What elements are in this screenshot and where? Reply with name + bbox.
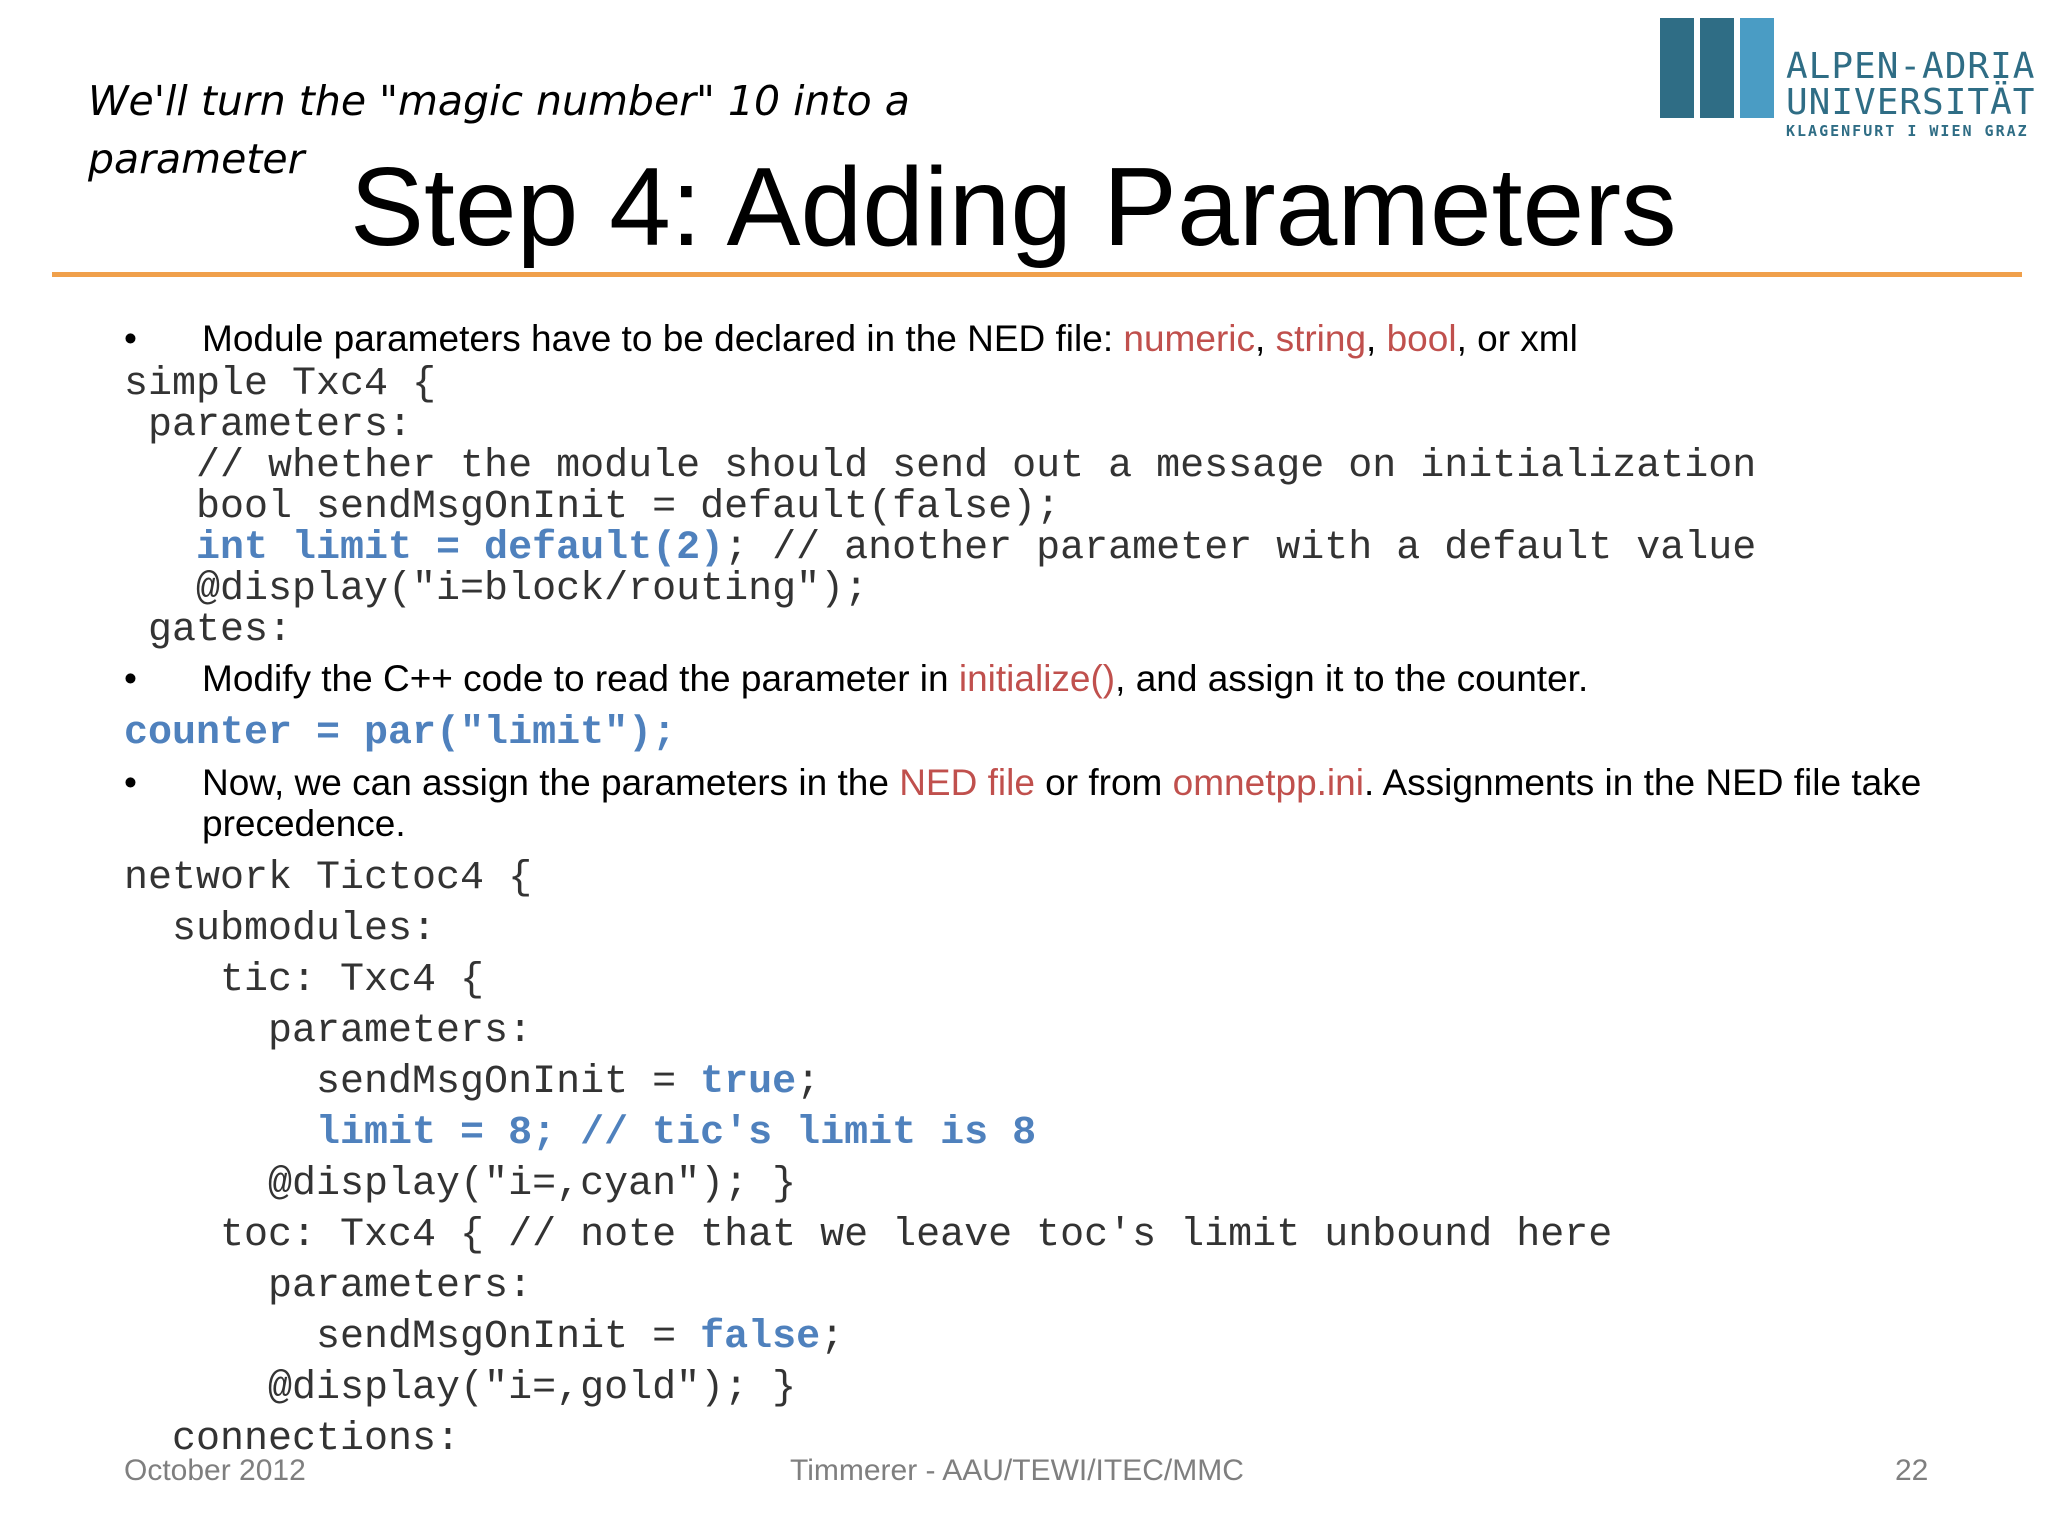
bullet-text: [202, 658, 1902, 699]
type-numeric: numeric: [1123, 318, 1255, 359]
code-line: submodules:: [124, 907, 437, 952]
title-divider: [52, 272, 2022, 277]
function-name: initialize(): [958, 658, 1116, 699]
bullet-text: [202, 762, 1922, 844]
code-highlight: false: [700, 1315, 821, 1360]
code-line: parameters:: [124, 1009, 533, 1054]
code-line: [124, 526, 1756, 571]
code-line: parameters:: [124, 1264, 533, 1309]
type-string: string: [1275, 318, 1367, 359]
bullet-text-part: Now, we can assign the parameters in the: [202, 762, 900, 803]
bullet-text: [202, 318, 1902, 359]
logo-line-2: UNIVERSITÄT: [1786, 82, 2036, 123]
code-line: @display("i=,cyan"); }: [124, 1162, 797, 1207]
bullet-item: [0, 318, 2048, 362]
code-text: ;: [796, 1060, 821, 1105]
code-line: toc: Txc4 { // note that we leave toc's limit unbound here: [124, 1213, 1613, 1258]
logo-bar: [1700, 18, 1734, 118]
code-line: network Tictoc4 {: [124, 856, 533, 901]
bullet-text-part: . Assignments in the NED file take precedence.: [202, 762, 1922, 844]
code-line: gates:: [124, 608, 293, 653]
code-highlight: true: [700, 1060, 797, 1105]
speaker-note: We'll turn the "magic number" 10 into a parameter: [88, 77, 910, 183]
slide-title: Step 4: Adding Parameters: [350, 145, 1677, 269]
page-number: 22: [1895, 1454, 1929, 1487]
ini-file-highlight: omnetpp.ini: [1172, 762, 1364, 803]
bullet-dot: •: [124, 318, 137, 359]
code-line: [124, 1315, 844, 1360]
separator: ,: [1366, 318, 1387, 359]
bullet-text-part: , or xml: [1456, 318, 1578, 359]
code-line: simple Txc4 {: [124, 362, 437, 407]
code-comment: ; // another parameter with a default value: [724, 526, 1757, 571]
bullet-dot: •: [124, 658, 137, 699]
code-text: ;: [820, 1315, 845, 1360]
logo-bar: [1740, 18, 1774, 118]
bullet-text-part: , and assign it to the counter.: [1115, 658, 1589, 699]
code-line: limit = 8; // tic's limit is 8: [124, 1111, 1037, 1156]
bullet-text-part: Modify the C++ code to read the parameter in: [202, 658, 959, 699]
code-line: counter = par("limit");: [124, 711, 677, 756]
bullet-item: [0, 658, 2048, 702]
type-bool: bool: [1386, 318, 1457, 359]
separator: ,: [1255, 318, 1276, 359]
code-line: connections:: [124, 1417, 461, 1462]
bullet-dot: •: [124, 762, 137, 803]
bullet-text-part: Module parameters have to be declared in the NED file:: [202, 318, 1124, 359]
footer-author: Timmerer - AAU/TEWI/ITEC/MMC: [790, 1454, 1244, 1487]
code-line: bool sendMsgOnInit = default(false);: [124, 485, 1061, 530]
footer-date: October 2012: [124, 1454, 306, 1487]
code-line: parameters:: [124, 403, 413, 448]
code-line: @display("i=block/routing");: [124, 567, 869, 612]
code-text: sendMsgOnInit =: [124, 1315, 701, 1360]
ned-file-highlight: NED file: [899, 762, 1035, 803]
university-logo: [1660, 18, 2040, 148]
code-line: // whether the module should send out a message on initialization: [124, 444, 1757, 489]
logo-bar: [1660, 18, 1694, 118]
logo-line-3: KLAGENFURT I WIEN GRAZ: [1786, 122, 2029, 140]
code-highlight: int limit = default(2): [124, 526, 725, 571]
code-line: @display("i=,gold"); }: [124, 1366, 797, 1411]
code-text: sendMsgOnInit =: [124, 1060, 701, 1105]
code-line: tic: Txc4 {: [124, 958, 485, 1003]
bullet-text-part: or from: [1034, 762, 1173, 803]
bullet-item: [0, 762, 2048, 852]
logo-line-1: ALPEN-ADRIA: [1786, 46, 2036, 87]
code-line: [124, 1060, 820, 1105]
